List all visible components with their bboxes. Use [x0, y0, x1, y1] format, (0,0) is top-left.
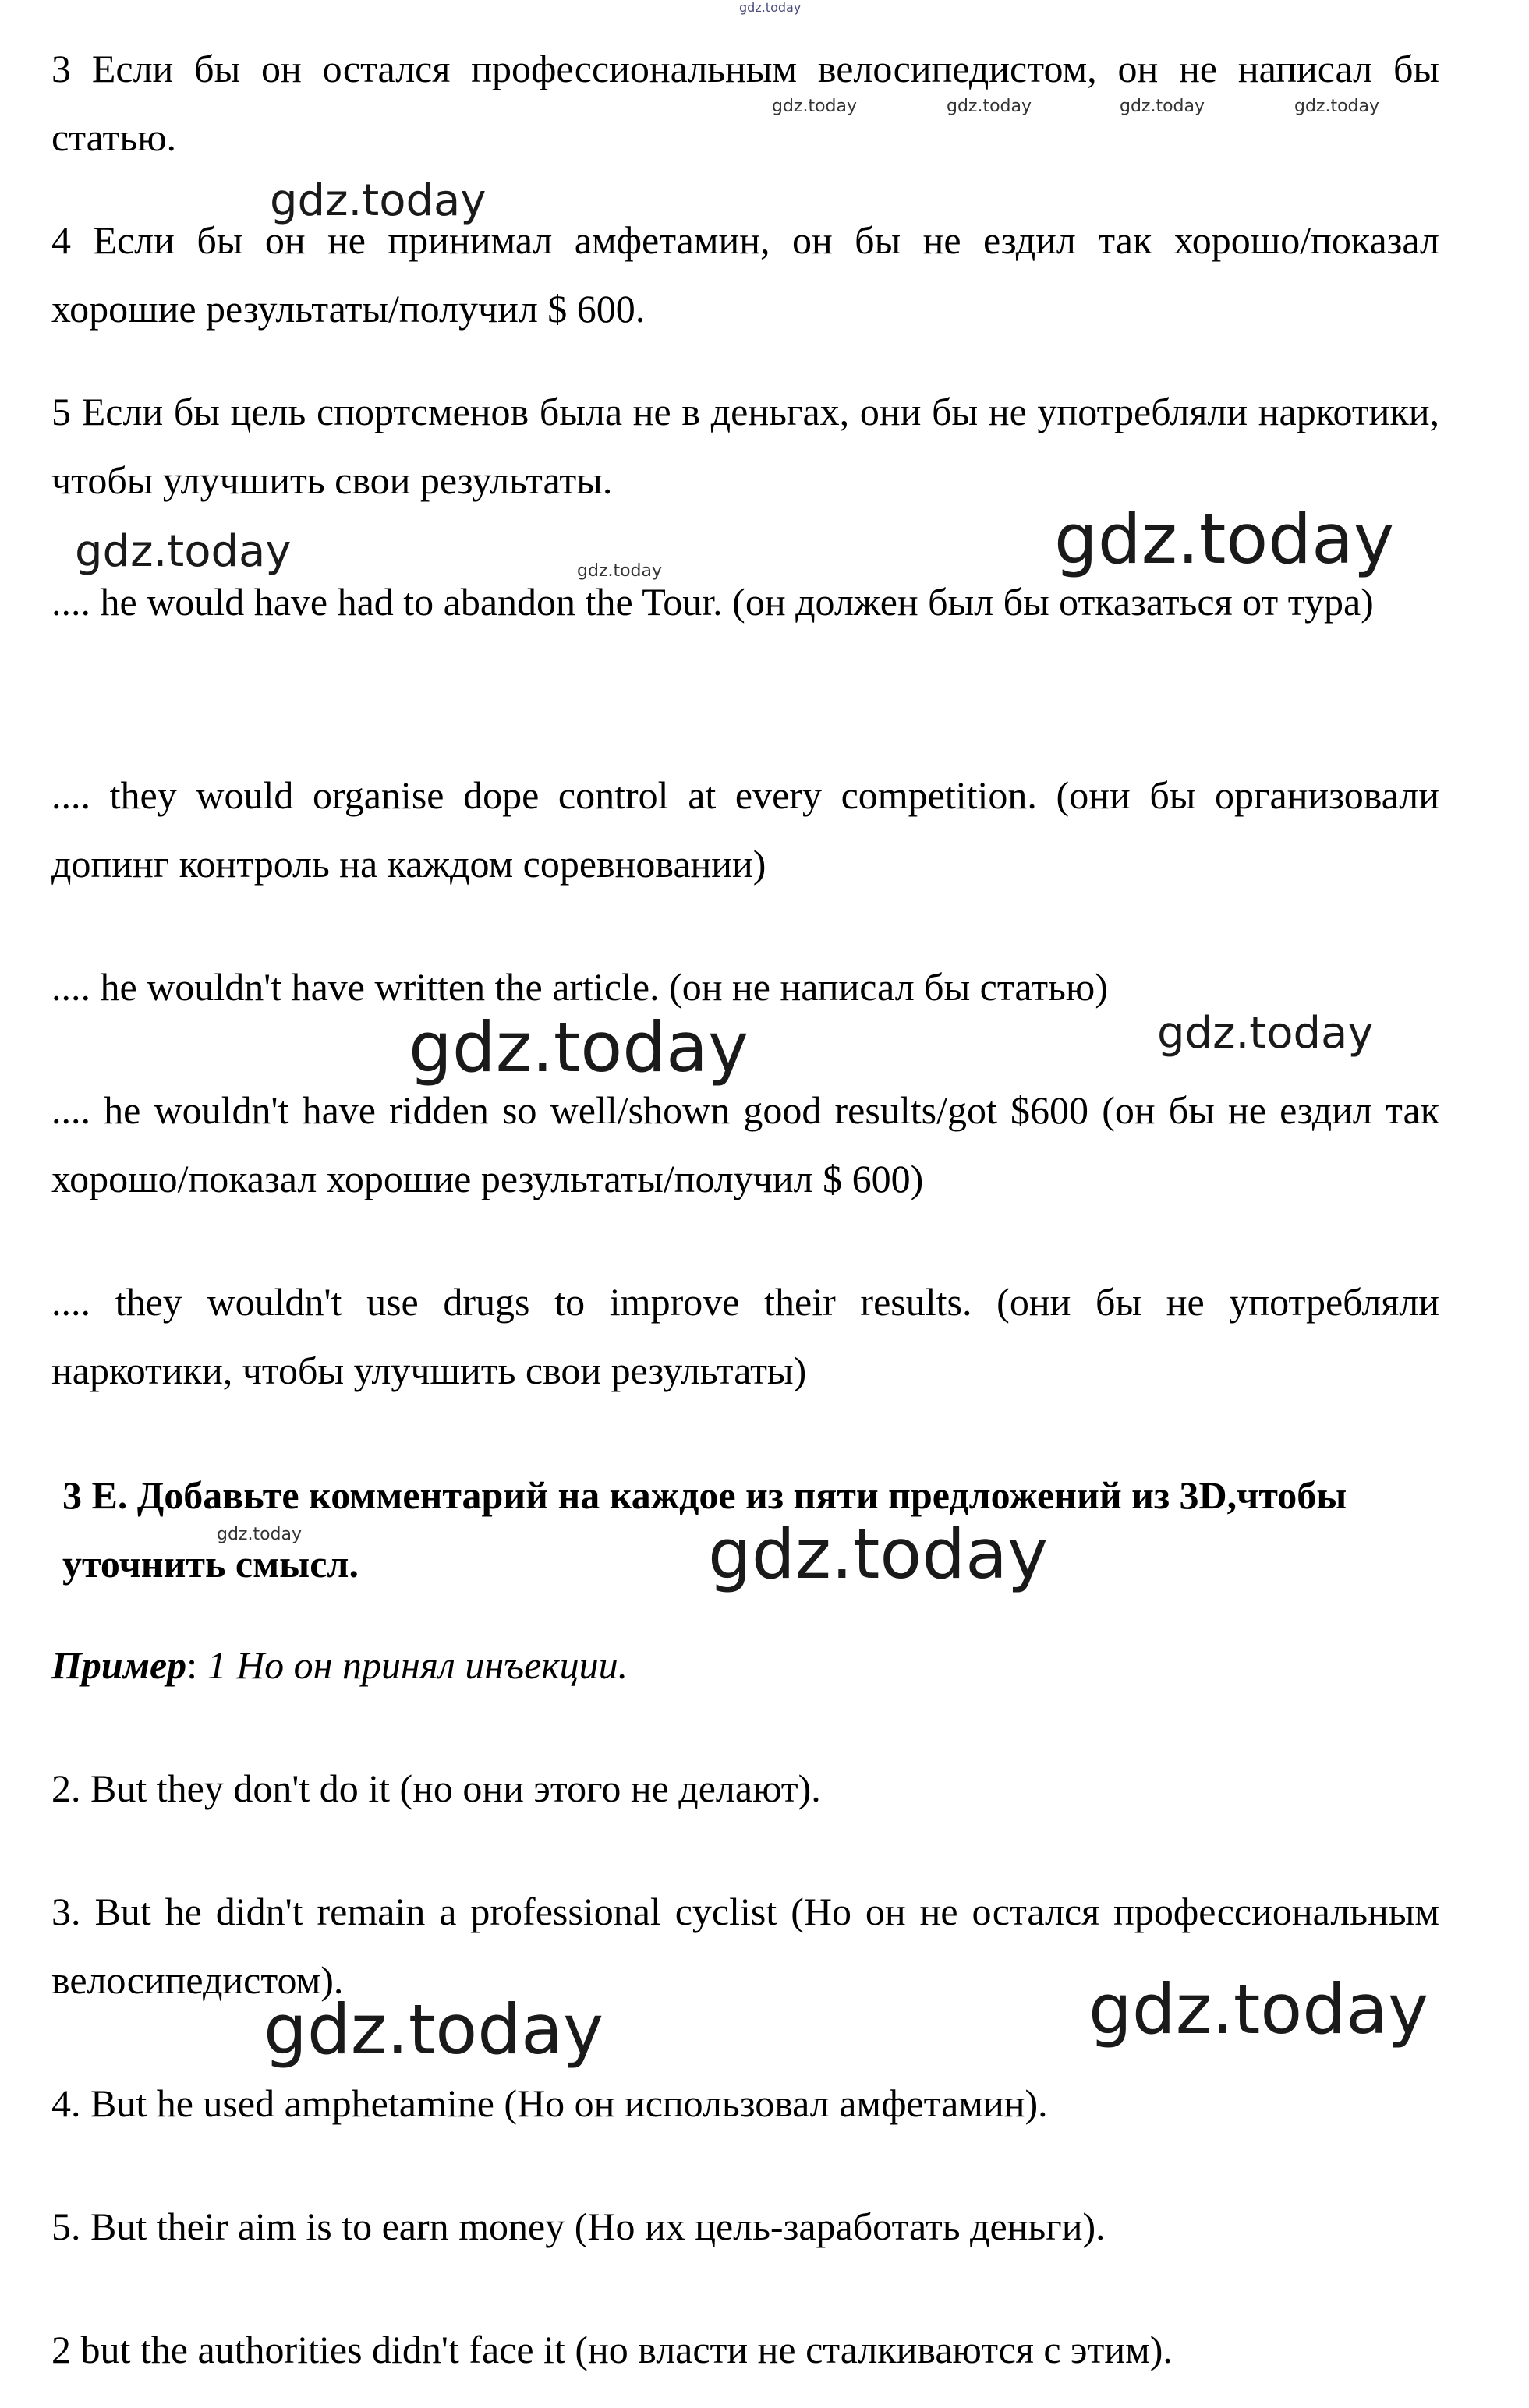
translation-paragraph: 4 Если бы он не принимал амфетамин, он бы не ездил так хорошо/показал хорошие результаты/получил $ 600. — [51, 218, 1439, 331]
example-line — [51, 1631, 1439, 1699]
answer-paragraph: .... they wouldn't use drugs to improve their results. (они бы не употребляли наркотики, чтобы улучшить свои результаты) — [51, 1280, 1439, 1392]
watermark: gdz.today — [772, 97, 858, 116]
watermark: gdz.today — [577, 561, 663, 581]
answer-line: 5. But their aim is to earn money (Но их цель-заработать деньги). — [51, 2205, 1106, 2248]
watermark: gdz.today — [409, 1007, 749, 1087]
watermark: gdz.today — [75, 526, 292, 577]
watermark: gdz.today — [739, 0, 802, 15]
translation-paragraph: 3 Если бы он остался профессиональным велосипедистом, он не написал бы статью. — [51, 47, 1439, 159]
watermark: gdz.today — [1294, 97, 1380, 116]
answer-line: 3. But he didn't remain a professional cyclist (Но он не остался профессиональным велосипедистом). — [51, 1890, 1439, 2002]
watermark: gdz.today — [1054, 499, 1395, 579]
watermark: gdz.today — [264, 1989, 604, 2070]
watermark: gdz.today — [217, 1525, 303, 1544]
section-heading: 3 E. Добавьте комментарий на каждое из пяти предложений из 3D,чтобы уточнить смысл. — [62, 1473, 1347, 1586]
answer-line: 4. But he used amphetamine (Но он использовал амфетамин). — [51, 2081, 1048, 2125]
answer-paragraph: .... they would organise dope control at every competition. (они бы организовали допинг контроль на каждом соревновании) — [51, 773, 1439, 886]
answer-line: 2 but the authorities didn't face it (но власти не сталкиваются с этим). — [51, 2328, 1173, 2371]
watermark: gdz.today — [1088, 1969, 1429, 2049]
example-label: Пример — [51, 1643, 187, 1687]
example-text: 1 Но он принял инъекции. — [207, 1643, 628, 1687]
watermark: gdz.today — [1120, 97, 1205, 116]
watermark: gdz.today — [270, 175, 487, 226]
watermark: gdz.today — [708, 1514, 1049, 1594]
example-separator: : — [186, 1643, 207, 1687]
answer-paragraph: .... he wouldn't have ridden so well/shown good results/got $600 (он бы не ездил так хорошо/показал хорошие результаты/получил $ 600) — [51, 1088, 1439, 1200]
answer-paragraph: .... he wouldn't have written the article. (он не написал бы статью) — [51, 965, 1108, 1009]
watermark: gdz.today — [1157, 1008, 1374, 1059]
watermark: gdz.today — [947, 97, 1032, 116]
answer-paragraph: .... he would have had to abandon the Tour. (он должен был бы отказаться от тура) — [51, 580, 1374, 624]
answer-line: 2. But they don't do it (но они этого не делают). — [51, 1766, 821, 1810]
translation-paragraph: 5 Если бы цель спортсменов была не в деньгах, они бы не употребляли наркотики, чтобы улучшить свои результаты. — [51, 390, 1439, 502]
